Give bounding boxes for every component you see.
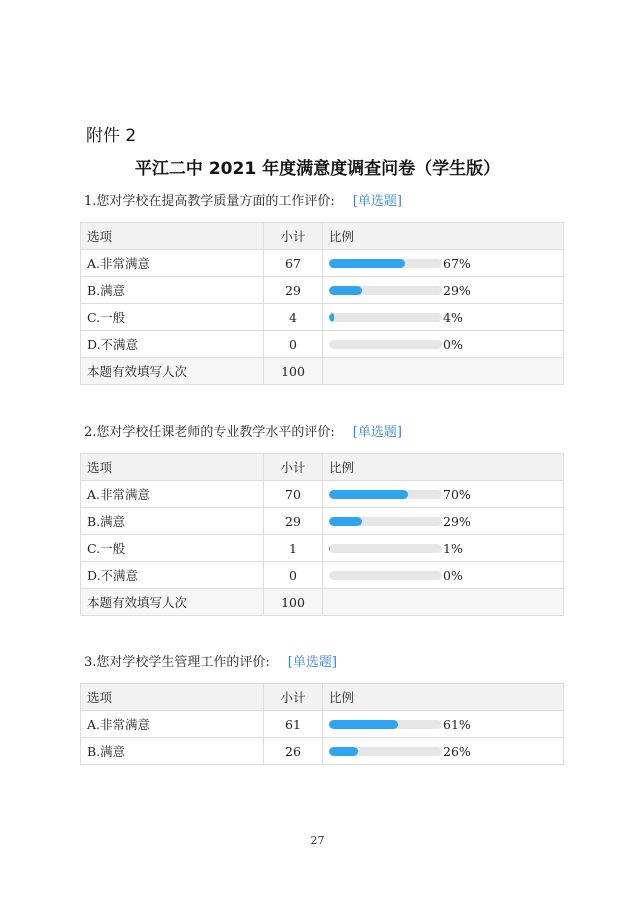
table-row: [81, 508, 564, 535]
ratio-cell: [323, 562, 564, 589]
ratio-percent: 67%: [443, 255, 471, 271]
ratio-bar-fill: [329, 544, 330, 553]
option-label: A.非常满意: [81, 481, 264, 508]
total-empty-cell: [323, 589, 564, 616]
option-count: 29: [264, 508, 323, 535]
ratio-percent: 0%: [443, 567, 463, 583]
ratio-bar-fill: [329, 313, 334, 322]
ratio-cell: [323, 508, 564, 535]
attachment-label: 附件 2: [86, 126, 137, 146]
ratio-percent: 29%: [443, 513, 471, 529]
ratio-cell: [323, 481, 564, 508]
table-header-row: [81, 223, 564, 250]
ratio-cell: [323, 331, 564, 358]
option-count: 1: [264, 535, 323, 562]
ratio-percent: 26%: [443, 743, 471, 759]
ratio-bar: [329, 313, 442, 322]
total-label: 本题有效填写人次: [81, 358, 264, 385]
results-table-q1: [80, 222, 564, 385]
table-row: [81, 562, 564, 589]
table-total-row: [81, 358, 564, 385]
header-option: 选项: [81, 454, 264, 481]
table-row: [81, 711, 564, 738]
header-option: 选项: [81, 684, 264, 711]
option-label: A.非常满意: [81, 711, 264, 738]
option-count: 70: [264, 481, 323, 508]
ratio-bar: [329, 571, 442, 580]
ratio-bar-fill: [329, 720, 398, 729]
total-label: 本题有效填写人次: [81, 589, 264, 616]
ratio-percent: 1%: [443, 540, 463, 556]
question-type-tag[interactable]: [单选题]: [352, 425, 402, 440]
option-count: 29: [264, 277, 323, 304]
question-text: 3.您对学校学生管理工作的评价:: [84, 655, 270, 670]
header-option: 选项: [81, 223, 264, 250]
ratio-bar: [329, 286, 442, 295]
table-row: [81, 331, 564, 358]
ratio-cell: [323, 711, 564, 738]
ratio-percent: 70%: [443, 486, 471, 502]
table-row: [81, 250, 564, 277]
table-row: [81, 738, 564, 765]
question-type-tag[interactable]: [单选题]: [287, 655, 337, 670]
total-count: 100: [264, 589, 323, 616]
question-type-tag[interactable]: [单选题]: [352, 194, 402, 209]
option-count: 0: [264, 562, 323, 589]
ratio-cell: [323, 250, 564, 277]
ratio-bar-fill: [329, 259, 405, 268]
option-label: B.满意: [81, 277, 264, 304]
table-row: [81, 481, 564, 508]
header-count: 小计: [264, 223, 323, 250]
option-count: 26: [264, 738, 323, 765]
results-table-q2: [80, 453, 564, 616]
option-count: 61: [264, 711, 323, 738]
ratio-cell: [323, 277, 564, 304]
ratio-bar: [329, 259, 442, 268]
ratio-bar: [329, 490, 442, 499]
ratio-bar-fill: [329, 286, 362, 295]
option-count: 67: [264, 250, 323, 277]
ratio-bar: [329, 517, 442, 526]
ratio-bar-fill: [329, 747, 358, 756]
table-total-row: [81, 589, 564, 616]
page-title: 平江二中 2021 年度满意度调查问卷（学生版）: [134, 159, 501, 179]
ratio-bar-fill: [329, 517, 362, 526]
ratio-cell: [323, 535, 564, 562]
ratio-percent: 0%: [443, 336, 463, 352]
ratio-percent: 29%: [443, 282, 471, 298]
option-label: C.一般: [81, 535, 264, 562]
ratio-bar: [329, 340, 442, 349]
question-text: 2.您对学校任课老师的专业教学水平的评价:: [84, 425, 335, 440]
option-label: D.不满意: [81, 331, 264, 358]
table-row: [81, 535, 564, 562]
ratio-cell: [323, 738, 564, 765]
ratio-cell: [323, 304, 564, 331]
header-count: 小计: [264, 454, 323, 481]
table-row: [81, 277, 564, 304]
option-label: D.不满意: [81, 562, 264, 589]
option-count: 4: [264, 304, 323, 331]
table-header-row: [81, 454, 564, 481]
results-table-q3: [80, 683, 564, 765]
table-header-row: [81, 684, 564, 711]
ratio-bar-fill: [329, 490, 408, 499]
question-text: 1.您对学校在提高教学质量方面的工作评价:: [84, 194, 335, 209]
option-count: 0: [264, 331, 323, 358]
ratio-percent: 4%: [443, 309, 463, 325]
option-label: C.一般: [81, 304, 264, 331]
option-label: B.满意: [81, 508, 264, 535]
ratio-percent: 61%: [443, 716, 471, 732]
header-ratio: 比例: [323, 223, 564, 250]
header-ratio: 比例: [323, 454, 564, 481]
option-label: A.非常满意: [81, 250, 264, 277]
header-count: 小计: [264, 684, 323, 711]
total-count: 100: [264, 358, 323, 385]
table-row: [81, 304, 564, 331]
question-3: [84, 651, 337, 670]
option-label: B.满意: [81, 738, 264, 765]
ratio-bar: [329, 720, 442, 729]
ratio-bar: [329, 747, 442, 756]
header-ratio: 比例: [323, 684, 564, 711]
question-2: [84, 421, 402, 440]
question-1: [84, 190, 402, 209]
page-number: 27: [310, 834, 325, 847]
ratio-bar: [329, 544, 442, 553]
total-empty-cell: [323, 358, 564, 385]
